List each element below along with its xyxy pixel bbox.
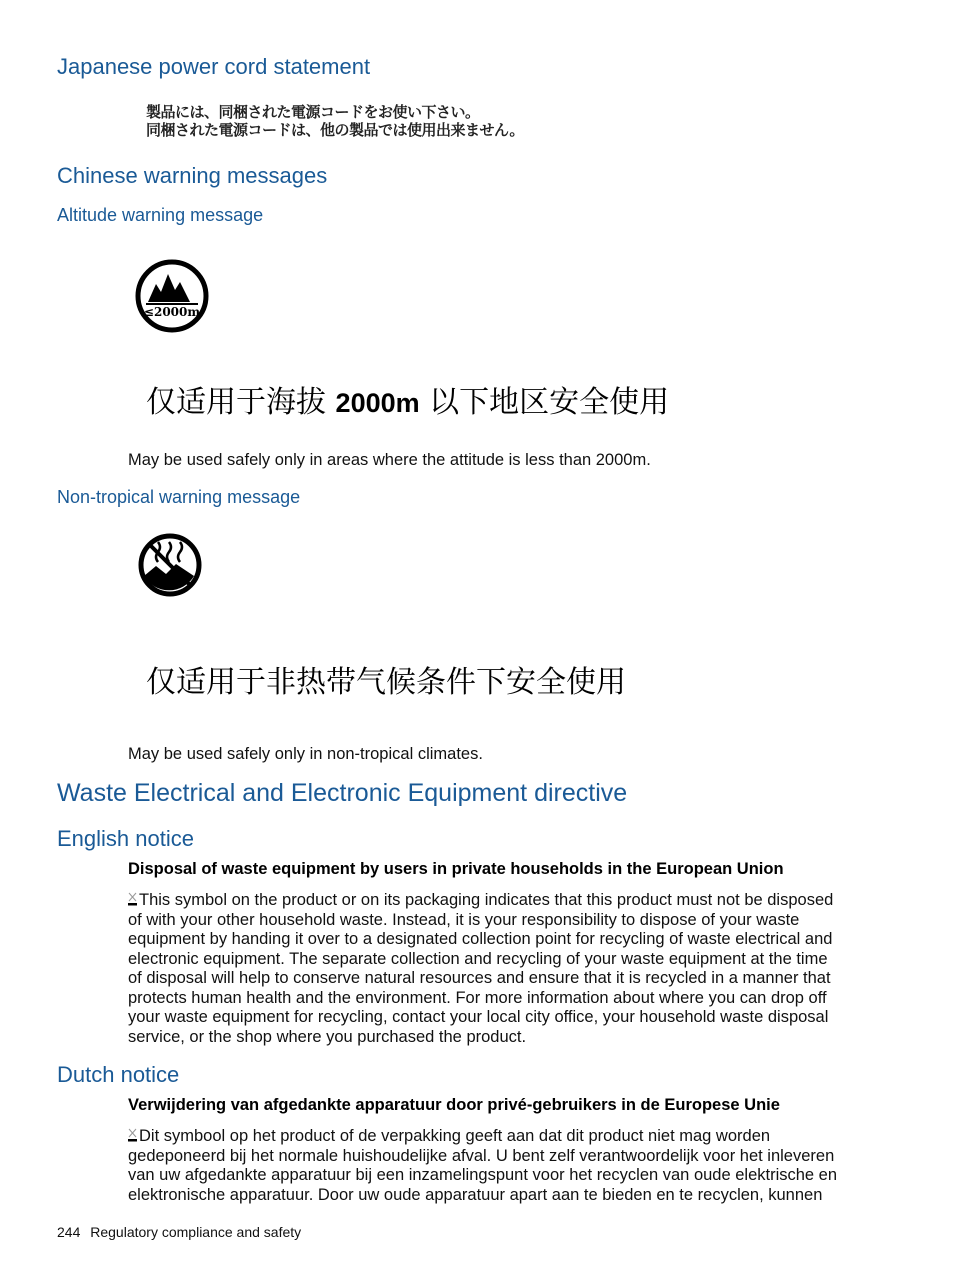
heading-chinese-warnings: Chinese warning messages [57,163,328,188]
heading-weee-directive: Waste Electrical and Electronic Equipment directive [57,779,628,807]
dutch-notice-line: Dit symbool op het product of de verpakking geeft aan dat dit product niet mag worden [128,1127,888,1147]
english-notice-line: of disposal will help to conserve natural resources and ensure that it is recycled in a manner that [128,969,831,987]
wheelie-bin-icon [128,892,137,906]
altitude-chinese-text-a: 仅适用于海拔 [146,385,326,420]
altitude-chinese-text-c: 以下地区安全使用 [429,385,670,420]
english-notice-bold-title: Disposal of waste equipment by users in private households in the European Union [128,860,784,878]
english-notice-line: of with your other household waste. Instead, it is your responsibility to dispose of your waste [128,910,800,929]
page-number: 244 [57,1224,81,1240]
english-notice-paragraph [128,891,888,1047]
heading-japanese-power-cord: Japanese power cord statement [57,54,371,79]
english-notice-line: This symbol on the product or on its packaging indicates that this product must not be disposed [128,891,888,911]
footer-title: Regulatory compliance and safety [90,1224,302,1240]
nontropical-caption: May be used safely only in non-tropical climates. [128,745,483,763]
heading-nontropical-warning: Non-tropical warning message [57,487,301,507]
heading-altitude-warning: Altitude warning message [57,205,264,225]
wheelie-bin-icon [128,1128,137,1142]
nontropical-chinese-text: 仅适用于非热带气候条件下安全使用 [146,665,626,700]
dutch-notice-line: elektronische apparatuur. Door uw oude apparatuur apart aan te bieden en te recyclen, kunnen [128,1185,823,1204]
japanese-statement-line-2: 同梱された電源コードは、他の製品では使用出来ません。 [146,121,524,139]
nontropical-warning-icon [136,532,204,598]
english-notice-line: electronic equipment. The separate collection and recycling of your waste equipment at the time [128,949,828,968]
page-footer [57,1224,301,1240]
english-notice-line: protects human health and the environment. For more information about where you can drop off [128,988,827,1007]
heading-dutch-notice: Dutch notice [57,1062,180,1087]
english-notice-line: your waste equipment for recycling, contact your local city office, your household waste disposal [128,1008,829,1026]
english-notice-line: service, or the shop where you purchased the product. [128,1027,527,1046]
dutch-notice-bold-title: Verwijdering van afgedankte apparatuur door privé-gebruikers in de Europese Unie [128,1096,780,1114]
altitude-chinese-text [146,377,669,421]
dutch-notice-line: gedeponeerd bij het normale huishoudelijke afval. U bent zelf verantwoordelijk voor het inleveren [128,1146,835,1165]
altitude-chinese-text-b: 2000m [335,388,420,418]
japanese-statement-line-1: 製品には、同梱された電源コードをお使い下さい。 [146,103,480,121]
altitude-warning-icon [134,258,210,334]
heading-english-notice: English notice [57,826,194,851]
svg-text:≤2000m: ≤2000m [143,305,201,319]
dutch-notice-paragraph [128,1127,888,1205]
altitude-caption: May be used safely only in areas where the attitude is less than 2000m. [128,451,651,469]
english-notice-line: equipment by handing it over to a designated collection point for recycling of waste electrical and [128,930,833,948]
dutch-notice-line: van uw afgedankte apparatuur bij een inzamelingspunt voor het recyclen van oude elektrische en [128,1166,838,1184]
